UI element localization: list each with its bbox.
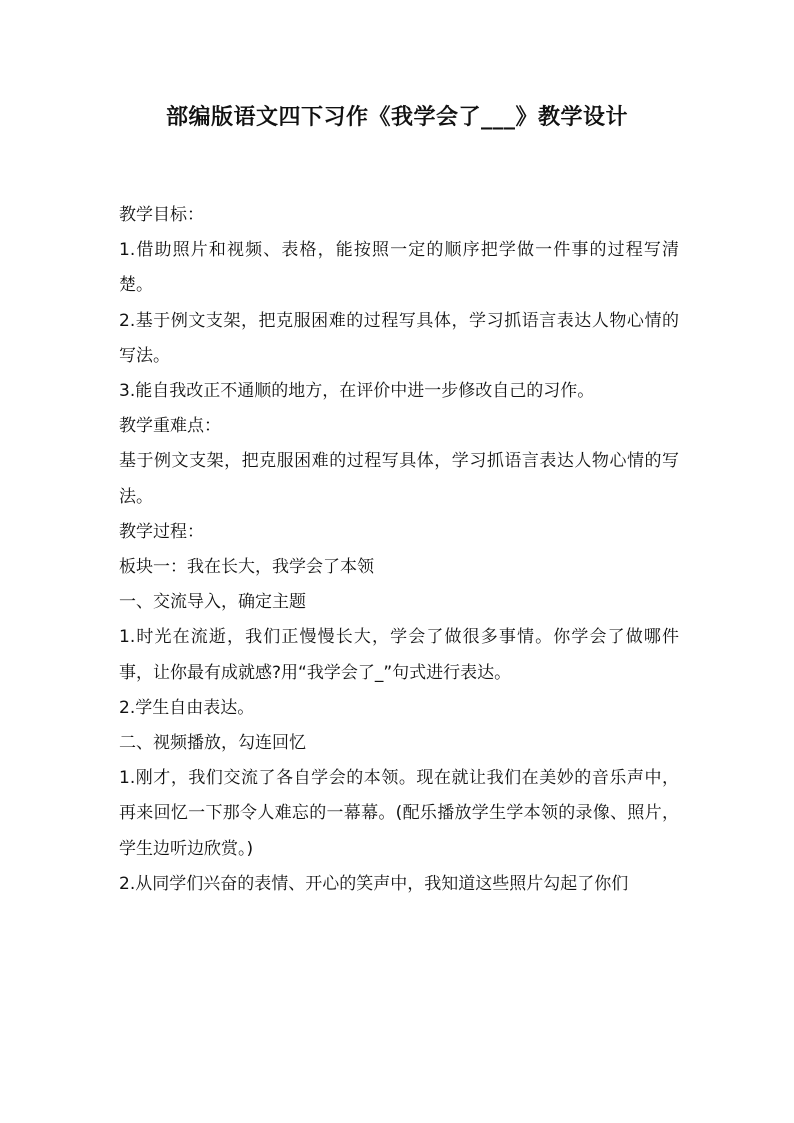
paragraph-step-2-item-2: 2.从同学们兴奋的表情、开心的笑声中，我知道这些照片勾起了你们 xyxy=(119,873,629,894)
paragraph-step-1-item-1: 1.时光在流逝，我们正慢慢长大，学会了做很多事情。你学会了做哪件事，让你最有成就感?用“我学会了_”句式进行表达。 xyxy=(119,627,679,683)
document-title: 部编版语文四下习作《我学会了___》教学设计 xyxy=(165,105,628,130)
paragraph-step-1-item-2: 2.学生自由表达。 xyxy=(119,697,255,718)
paragraph-objective-2: 2.基于例文支架，把克服困难的过程写具体，学习抓语言表达人物心情的写法。 xyxy=(119,310,679,366)
paragraph-objectives-heading: 教学目标： xyxy=(119,205,204,225)
paragraph-step-1-heading: 一、交流导入，确定主题 xyxy=(119,592,306,613)
paragraph-key-points-heading: 教学重难点： xyxy=(119,416,221,437)
paragraph-objective-1: 1.借助照片和视频、表格，能按照一定的顺序把学做一件事的过程写清楚。 xyxy=(119,240,679,296)
paragraph-step-2-heading: 二、视频播放，勾连回忆 xyxy=(119,733,306,754)
document-body xyxy=(119,198,679,902)
paragraph-section-1-heading: 板块一：我在长大，我学会了本领 xyxy=(119,557,374,578)
paragraph-objective-3: 3.能自我改正不通顺的地方，在评价中进一步修改自己的习作。 xyxy=(119,381,595,402)
paragraph-key-points: 基于例文支架，把克服困难的过程写具体，学习抓语言表达人物心情的写法。 xyxy=(119,451,679,507)
paragraph-process-heading: 教学过程： xyxy=(119,521,204,542)
paragraph-step-2-item-1: 1.刚才，我们交流了各自学会的本领。现在就让我们在美妙的音乐声中，再来回忆一下那令人难忘的一幕幕。(配乐播放学生学本领的录像、照片，学生边听边欣赏。) xyxy=(119,768,679,859)
